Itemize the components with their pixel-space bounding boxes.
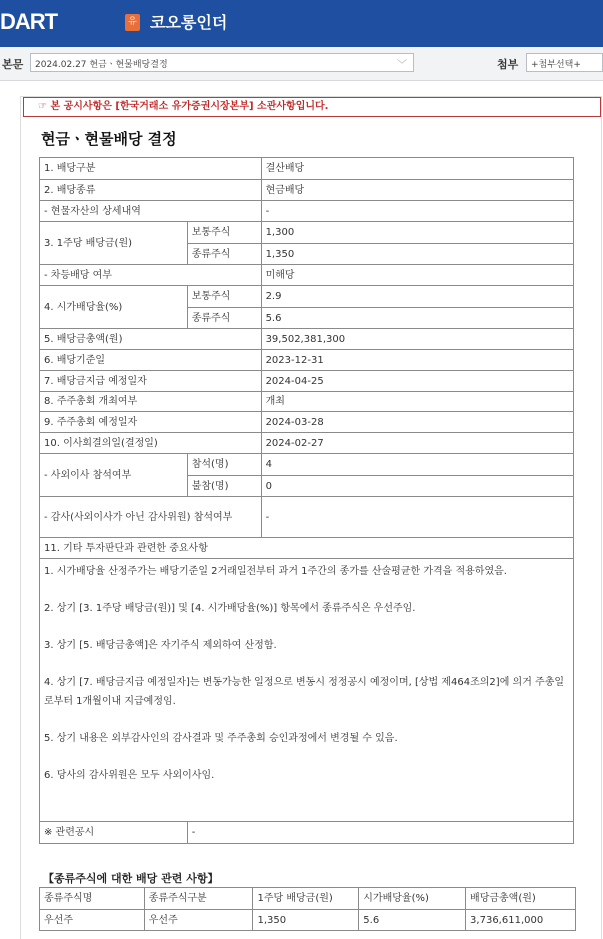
row-label: 11. 기타 투자판단과 관련한 중요사항 (40, 538, 574, 559)
market-badge-icon: 유 (125, 14, 140, 31)
company-name: 코오롱인더 (150, 13, 228, 32)
row-value: 현금배당 (261, 180, 573, 201)
table-cell: 5.6 (359, 910, 466, 931)
table-cell: 3,736,611,000 (466, 910, 576, 931)
page-title: 현금ㆍ현물배당 결정 (41, 130, 177, 148)
body-label: 본문 (2, 58, 24, 71)
row-sublabel: 종류주식 (187, 308, 261, 329)
table-row (40, 454, 574, 476)
row-value: 1,350 (261, 244, 573, 265)
row-label: - 감사(사외이사가 아닌 감사위원) 참석여부 (40, 497, 262, 538)
table-row (40, 158, 574, 180)
column-header: 종류주식명 (40, 888, 145, 910)
row-label: - 현물자산의 상세내역 (40, 201, 262, 222)
table-cell: 우선주 (40, 910, 145, 931)
table-row (40, 201, 574, 222)
attach-select[interactable] (526, 53, 603, 72)
pref-table (39, 887, 576, 931)
note-item: 6. 당사의 감사위원은 모두 사외이사임. (44, 770, 215, 781)
table-row (40, 392, 574, 412)
row-label: 10. 이사회결의일(결정일) (40, 433, 262, 454)
note-item: 1. 시가배당율 산정주가는 배당기준일 2거래일전부터 과거 1주간의 종가를 산술평균한 가격을 적용하였음. (44, 566, 507, 577)
body-select[interactable] (30, 53, 414, 72)
column-header: 1주당 배당금(원) (253, 888, 359, 910)
row-value: 2024-04-25 (261, 371, 573, 392)
table-row (40, 286, 574, 308)
table-row (40, 350, 574, 371)
table-row (40, 371, 574, 392)
row-value: 2024-02-27 (261, 433, 573, 454)
table-row (40, 497, 574, 538)
row-sublabel: 보통주식 (187, 222, 261, 244)
row-value: - (187, 822, 573, 844)
row-sublabel: 보통주식 (187, 286, 261, 308)
pref-section-title: 【종류주식에 대한 배당 관련 사항】 (43, 872, 219, 885)
dividend-table (39, 157, 574, 844)
column-header: 종류주식구분 (144, 888, 253, 910)
table-cell: 우선주 (144, 910, 253, 931)
row-value: 결산배당 (261, 158, 573, 180)
row-label: 8. 주주총회 개최여부 (40, 392, 262, 412)
attach-label: 첨부 (497, 58, 519, 71)
row-value: 4 (261, 454, 573, 476)
notes-cell (40, 559, 574, 822)
row-label: 6. 배당기준일 (40, 350, 262, 371)
table-row (40, 180, 574, 201)
table-cell: 1,350 (253, 910, 359, 931)
table-row (40, 433, 574, 454)
row-sublabel: 불참(명) (187, 476, 261, 497)
table-row (40, 822, 574, 844)
row-value: 5.6 (261, 308, 573, 329)
row-sublabel: 종류주식 (187, 244, 261, 265)
row-value: 2023-12-31 (261, 350, 573, 371)
row-label: 7. 배당금지급 예정일자 (40, 371, 262, 392)
notice-banner: ☞ 본 공시사항은 [한국거래소 유가증권시장본부] 소관사항입니다. (23, 97, 601, 117)
row-value: - (261, 201, 573, 222)
row-label: 3. 1주당 배당금(원) (40, 222, 188, 265)
row-label: 4. 시가배당율(%) (40, 286, 188, 329)
table-row (40, 222, 574, 244)
row-value: 0 (261, 476, 573, 497)
top-header (0, 0, 603, 47)
row-value: 미해당 (261, 265, 573, 286)
row-value: - (261, 497, 573, 538)
row-label: 1. 배당구분 (40, 158, 262, 180)
row-label: 5. 배당금총액(원) (40, 329, 262, 350)
column-header: 시가배당율(%) (359, 888, 466, 910)
body-select-value: 2024.02.27 현금ㆍ현물배당결정 (35, 60, 168, 70)
table-row (40, 538, 574, 559)
row-label: - 차등배당 여부 (40, 265, 262, 286)
note-item: 5. 상기 내용은 외부감사인의 감사결과 및 주주총회 승인과정에서 변경될 수 있음. (44, 733, 398, 744)
row-label: 9. 주주총회 예정일자 (40, 412, 262, 433)
row-label: - 사외이사 참석여부 (40, 454, 188, 497)
row-value: 2024-03-28 (261, 412, 573, 433)
chevron-down-icon: ﹀ (397, 60, 407, 71)
table-row (40, 412, 574, 433)
row-sublabel: 참석(명) (187, 454, 261, 476)
row-value: 2.9 (261, 286, 573, 308)
row-label: ※ 관련공시 (40, 822, 188, 844)
note-item: 2. 상기 [3. 1주당 배당금(원)] 및 [4. 시가배당율(%)] 항목에서 종류주식은 우선주임. (44, 603, 416, 614)
table-row (40, 559, 574, 822)
row-value: 1,300 (261, 222, 573, 244)
row-label: 2. 배당종류 (40, 180, 262, 201)
document-toolbar (0, 47, 603, 81)
attach-select-value: +첨부선택+ (531, 60, 581, 70)
table-row (40, 329, 574, 350)
table-row (40, 265, 574, 286)
note-item: 3. 상기 [5. 배당금총액]은 자기주식 제외하여 산정함. (44, 640, 277, 651)
dart-logo[interactable] (0, 8, 57, 36)
note-item: 4. 상기 [7. 배당금지급 예정일자]는 변동가능한 일정으로 변동시 정정공시 예정이며, [상법 제464조의2]에 의거 주총일로부터 1개월이내 지급예정임. (44, 677, 565, 707)
row-value: 39,502,381,300 (261, 329, 573, 350)
table-row (40, 910, 576, 931)
table-header-row (40, 888, 576, 910)
logo-text: DART (0, 9, 58, 34)
row-value: 개최 (261, 392, 573, 412)
column-header: 배당금총액(원) (466, 888, 576, 910)
